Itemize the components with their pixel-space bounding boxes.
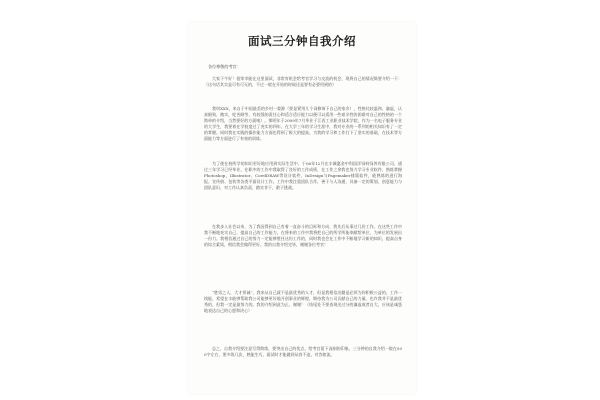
document-title: 面试三分钟自我介绍 (248, 34, 356, 48)
paragraph-1: 大家下午好！很荣幸能在这里面试，非常有机会给考官学习与交流的机会，现将自己的情况简要介绍一下：（这句话其实是可有可无的，不过一般在开始的时候还是要有必要用到的） (204, 76, 402, 87)
paragraph-6: 总之，自我介绍要注意写得简练，要突出自己的优点，给考官留下深刻的印象。三分钟的自我介绍一般在500字左右，要多练几次，熟能生巧，面试时才能做到从容不迫，对答如流。 (204, 346, 402, 357)
paragraph-3: 为了使在校所学的知识更好地应用到实际生活中，于06年12月在丰城惠金中科国洋饲料饲养有限公司，通过三年学习已经毕业，在职中的工作中我取得了良好的工作成绩，在工作之余我也努力学习专业软件，熟练掌握Photoshop，Illustrator、CorelDRAW等设计软件，InDesign与Pagemaker排版软件，能熟练的进行海报、宣传册、包装等各类平面设计工作。工作中我注重团队合作，善于与人沟通，具备一定的策划、创意能力与团队意识，对工作认真负责，踏实肯干，敢于挑战。 (204, 161, 402, 190)
document-sheet (188, 22, 416, 394)
paragraph-4: 在我步入社会以来，为了我因得到自己有着一直奋斗的目标和方向，我先后从事过几份工作，在这些工作中我不断地充实自己，提高自己的工作能力。在将来的工作中我将把自己的所学所能奉献给单位，为单位的发展出一份力。我相信通过自己的努力一定能够胜任这份工作的，同时我也会在工作中不断地学习新的知识，提高自身的综合素质，相信我会做得更好。我的自我介绍完毕，谢谢各位考官！ (204, 224, 402, 247)
paragraph-5: “胜男之人，大才须诚”，我来从自己就不是最优秀的人才，但是我相信出勤是必须为你积极公益的。工作一线能，希望在丰能够帮助我公司能够更好地开创事业的辉煌，期待我为公司贡献自己的力量。也许我并不是最优秀的，但我一定是最努力的。我的介绍到此为止，谢谢！（结尾处不要表现出过分的谦虚或者自大，应该是诚恳地表达自己的心愿和决心） (204, 290, 402, 313)
paragraph-2: 我叫XXX，来自于中国最美的乡村一婺源（要是紧用几个词修饰下自己的家乡），性格比较温和、谦虚，认真细致，踏实，吃苦耐劳，有较强的责任心和适合适应能力以便可以适用一些艰辛性的困难对自己的性格的一个简单的介绍，当然要好的方面啦）。那明年于2009年7月毕业于江西工业职业技术学院，作为一名电子服务专业的大学生，我要着在学校度过了充实的四年，在大学三年的学习生涯中，我对专业的一系列的相关知识有了一定的掌握。同时我在实践的操作能力方面也得到了极大的提高，为我的学习和工作打下了坚实的基础，在技术等方面能力等方面进行了有效的训练。 (204, 106, 402, 141)
greeting-line: 各位尊敬的考官： (208, 64, 241, 69)
